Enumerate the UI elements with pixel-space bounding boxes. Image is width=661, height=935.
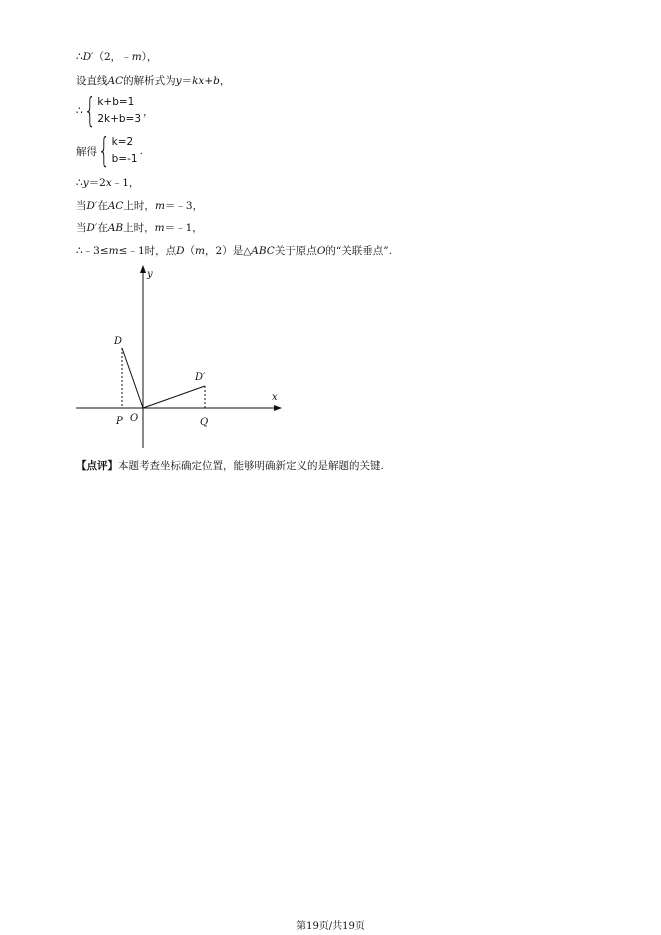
line-d-on-ab: 当D′在AB上时，m＝﹣1， [76, 222, 203, 234]
label-q: Q [200, 417, 209, 428]
equation-1: k+b=1 [97, 96, 135, 108]
left-brace: { [98, 131, 110, 171]
line-set-ac-expression: 设直线AC的解析式为y＝kx+b， [76, 75, 231, 87]
label-o: O [130, 413, 139, 424]
label-x: x [272, 392, 278, 403]
comment [76, 459, 384, 473]
comment-tag: 【点评】 [76, 460, 118, 472]
label-d-prime: D′ [195, 372, 206, 383]
label-p: P [116, 416, 123, 427]
line-conclusion: ∴﹣3≤m≤﹣1时，点D（m，2）是△ABC关于原点O的“关联垂点”. [76, 245, 392, 257]
page-footer: 第19页/共19页 [296, 921, 365, 932]
segment-od [122, 348, 143, 408]
comment-text: 本题考查坐标确定位置，能够明确新定义的是解题的关键. [118, 460, 384, 472]
equation-2: 2k+b=3 [97, 113, 142, 125]
solution-k: k=2 [111, 136, 134, 148]
equation-system-1: ∴ { k+b=1 2k+b=3 ， [76, 91, 154, 131]
equation-system-solution: 解得 { k=2 b=-1 . [76, 131, 143, 171]
label-d: D [114, 336, 123, 347]
solution-b: b=-1 [111, 153, 138, 165]
line-d-on-ac: 当D′在AC上时，m＝﹣3， [76, 200, 204, 212]
segment-od-prime [143, 386, 205, 408]
line-d-prime-coords: ∴D′（2，﹣m）， [76, 51, 158, 63]
line-y-equals: ∴y＝2x﹣1， [76, 177, 140, 189]
label-y: y [147, 269, 153, 280]
left-brace: { [83, 91, 96, 131]
